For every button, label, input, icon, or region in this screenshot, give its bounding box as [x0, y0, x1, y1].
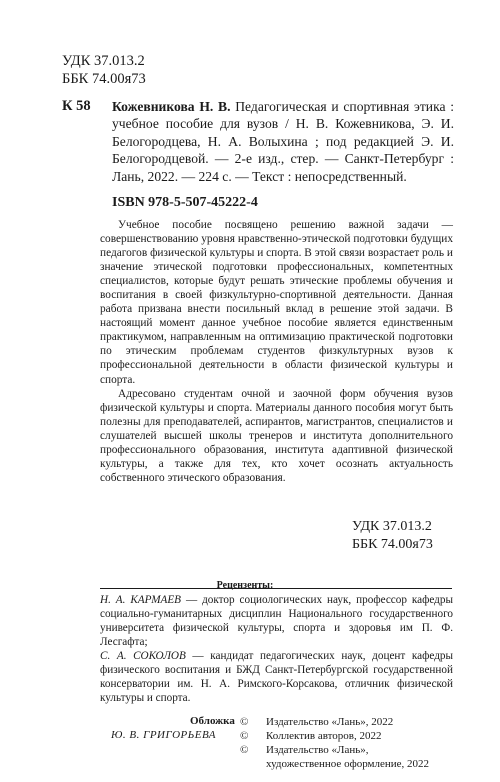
reviewer-entry — [100, 650, 453, 706]
udk-code: УДК 37.013.2 — [352, 519, 432, 534]
udk-code: УДК 37.013.2 — [62, 53, 145, 69]
copyright-text: Издательство «Лань», 2022 — [266, 716, 394, 728]
cover-label: Обложка — [190, 715, 235, 727]
bbk-code: ББК 74.00я73 — [352, 537, 433, 552]
catalog-index: К 58 — [62, 98, 91, 114]
copyright-text: Коллектив авторов, 2022 — [266, 730, 382, 742]
reviewer-name: С. А. СОКОЛОВ — [100, 649, 186, 662]
reviewer-description: — доктор социологических наук, профессор кафедры социально-гуманитарных дисциплин Национального государственного университета физической культуры, спорта и здоровья им П. Ф. Лесгафта; — [100, 594, 453, 648]
cover-designer: Ю. В. ГРИГОРЬЕВА — [111, 729, 216, 741]
bbk-code: ББК 74.00я73 — [62, 71, 146, 87]
footer-classification-codes — [352, 518, 433, 554]
abstract-paragraph-2: Адресовано студентам очной и заочной форм обучения вузов физической культуры и спорта. Материалы данного пособия могут быть полезны для преподавателей, аспирантов, магистрантов, специалистов и слушателей высшей школы тренеров и института дополнительного профессионального образования, института адаптивной физической культуры, а также для тех, кто хочет осознать актуальность собственного этического образования. — [100, 387, 453, 484]
reviewer-entry — [100, 594, 453, 650]
reviewer-description: — кандидат педагогических наук, доцент кафедры физического воспитания и БЖД Санкт-Петербургской государственной консерватории им. Н. А. Римского-Корсакова, отличник физической культуры и спорта. — [100, 649, 453, 704]
copyright-line — [240, 743, 429, 757]
copyright-symbol: © — [240, 744, 249, 756]
copyright-line — [240, 715, 429, 729]
copyright-text: Издательство «Лань», — [266, 744, 369, 756]
header-classification-codes — [62, 52, 146, 88]
abstract — [100, 218, 453, 485]
reviewers-title: Рецензенты: — [216, 580, 274, 591]
copyright-block — [240, 715, 429, 771]
reviewer-name: Н. А. КАРМАЕВ — [100, 594, 182, 606]
description-text: Педагогическая и спортивная этика : учебное пособие для вузов / Н. В. Кожевникова, Э. И. Белогородцева, Н. А. Волыхина ; под редакцией Э. И. Белогородцевой. — 2-е изд., стер. — Санкт-Петербург : Лань, 2022. — 224 с. — Текст : непосредственный. — [112, 99, 455, 184]
copyright-text-continuation: художественное оформление, 2022 — [266, 758, 430, 770]
copyright-line — [240, 729, 429, 743]
abstract-paragraph-1: Учебное пособие посвящено решению важной задачи — совершенствованию уровня нравственно-этической подготовки будущих педагогов физической культуры и спорта. В этой связи возрастает роль и значение этической подготовки профессиональных, компетентных специалистов, которые будут решать этические проблемы обучения и воспитания в своей физкультурно-спортивной деятельности. Данная работа призвана внести посильный вклад в решение этой задачи. В настоящий момент данное учебное пособие является единственным практикумом, направленным на оптимизацию практической подготовки по этическим проблемам студентов физкультурных вузов к профессиональной деятельности в области физической культуры и спорта. — [100, 219, 453, 386]
author-name: Кожевникова Н. В. — [112, 99, 231, 114]
bibliographic-description — [112, 98, 454, 185]
divider-line — [100, 588, 452, 589]
reviewers-list — [100, 594, 453, 706]
copyright-symbol: © — [240, 730, 249, 742]
isbn-number: ISBN 978-5-507-45222-4 — [112, 195, 258, 210]
copyright-symbol: © — [240, 716, 249, 728]
